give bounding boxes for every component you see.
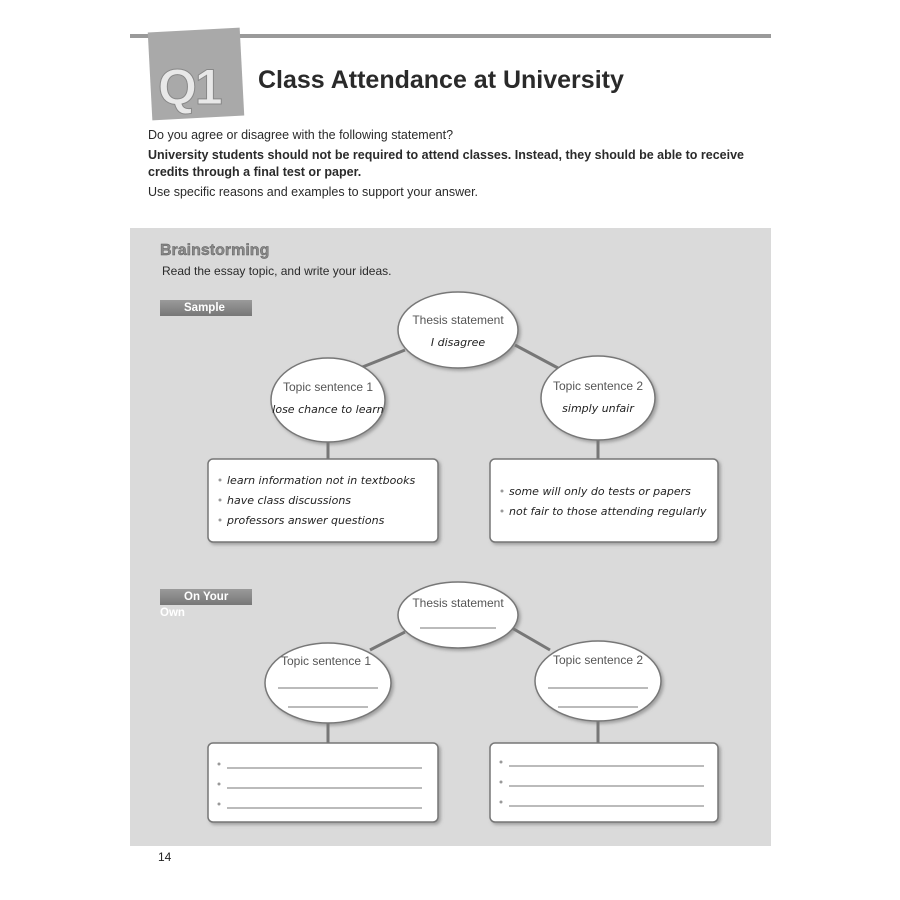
prompt-intro: Do you agree or disagree with the following statement?	[148, 128, 454, 142]
thesis-ellipse	[398, 292, 518, 368]
topic2-ellipse	[541, 356, 655, 440]
own-topic1-points-box	[208, 743, 438, 822]
own-topic2-label: Topic sentence 2	[552, 653, 644, 667]
topic1-label: Topic sentence 1	[282, 380, 374, 394]
topic2-point: some will only do tests or papers	[509, 485, 691, 498]
topic2-points-box	[490, 459, 718, 542]
topic2-label: Topic sentence 2	[552, 379, 644, 393]
own-topic2-points-box	[490, 743, 718, 822]
question-number: Q1	[158, 59, 221, 115]
on-your-own-label: On Your Own	[160, 589, 252, 605]
thesis-label: Thesis statement	[412, 313, 504, 327]
page-number: 14	[158, 850, 172, 864]
topic1-value: lose chance to learn	[272, 403, 384, 416]
own-thesis-label: Thesis statement	[412, 596, 504, 610]
sample-label: Sample	[160, 300, 252, 316]
prompt-statement-2: credits through a final test or paper.	[148, 165, 362, 179]
prompt-instruction: Use specific reasons and examples to support your answer.	[148, 185, 479, 199]
brainstorming-instruction: Read the essay topic, and write your ideas.	[162, 264, 392, 278]
topic2-point: not fair to those attending regularly	[509, 505, 707, 518]
brainstorming-heading: Brainstorming	[160, 242, 270, 259]
own-topic1-label: Topic sentence 1	[280, 654, 372, 668]
topic1-point: professors answer questions	[227, 514, 385, 527]
topic1-ellipse	[271, 358, 385, 442]
topic1-point: learn information not in textbooks	[227, 474, 416, 487]
prompt-statement-1: University students should not be required to attend classes. Instead, they should be able to receive	[148, 148, 744, 162]
page-title: Class Attendance at University	[258, 66, 624, 94]
topic2-value: simply unfair	[562, 402, 634, 415]
own-thesis-ellipse	[398, 582, 518, 648]
topic1-point: have class discussions	[227, 494, 352, 507]
thesis-value: I disagree	[430, 336, 486, 349]
